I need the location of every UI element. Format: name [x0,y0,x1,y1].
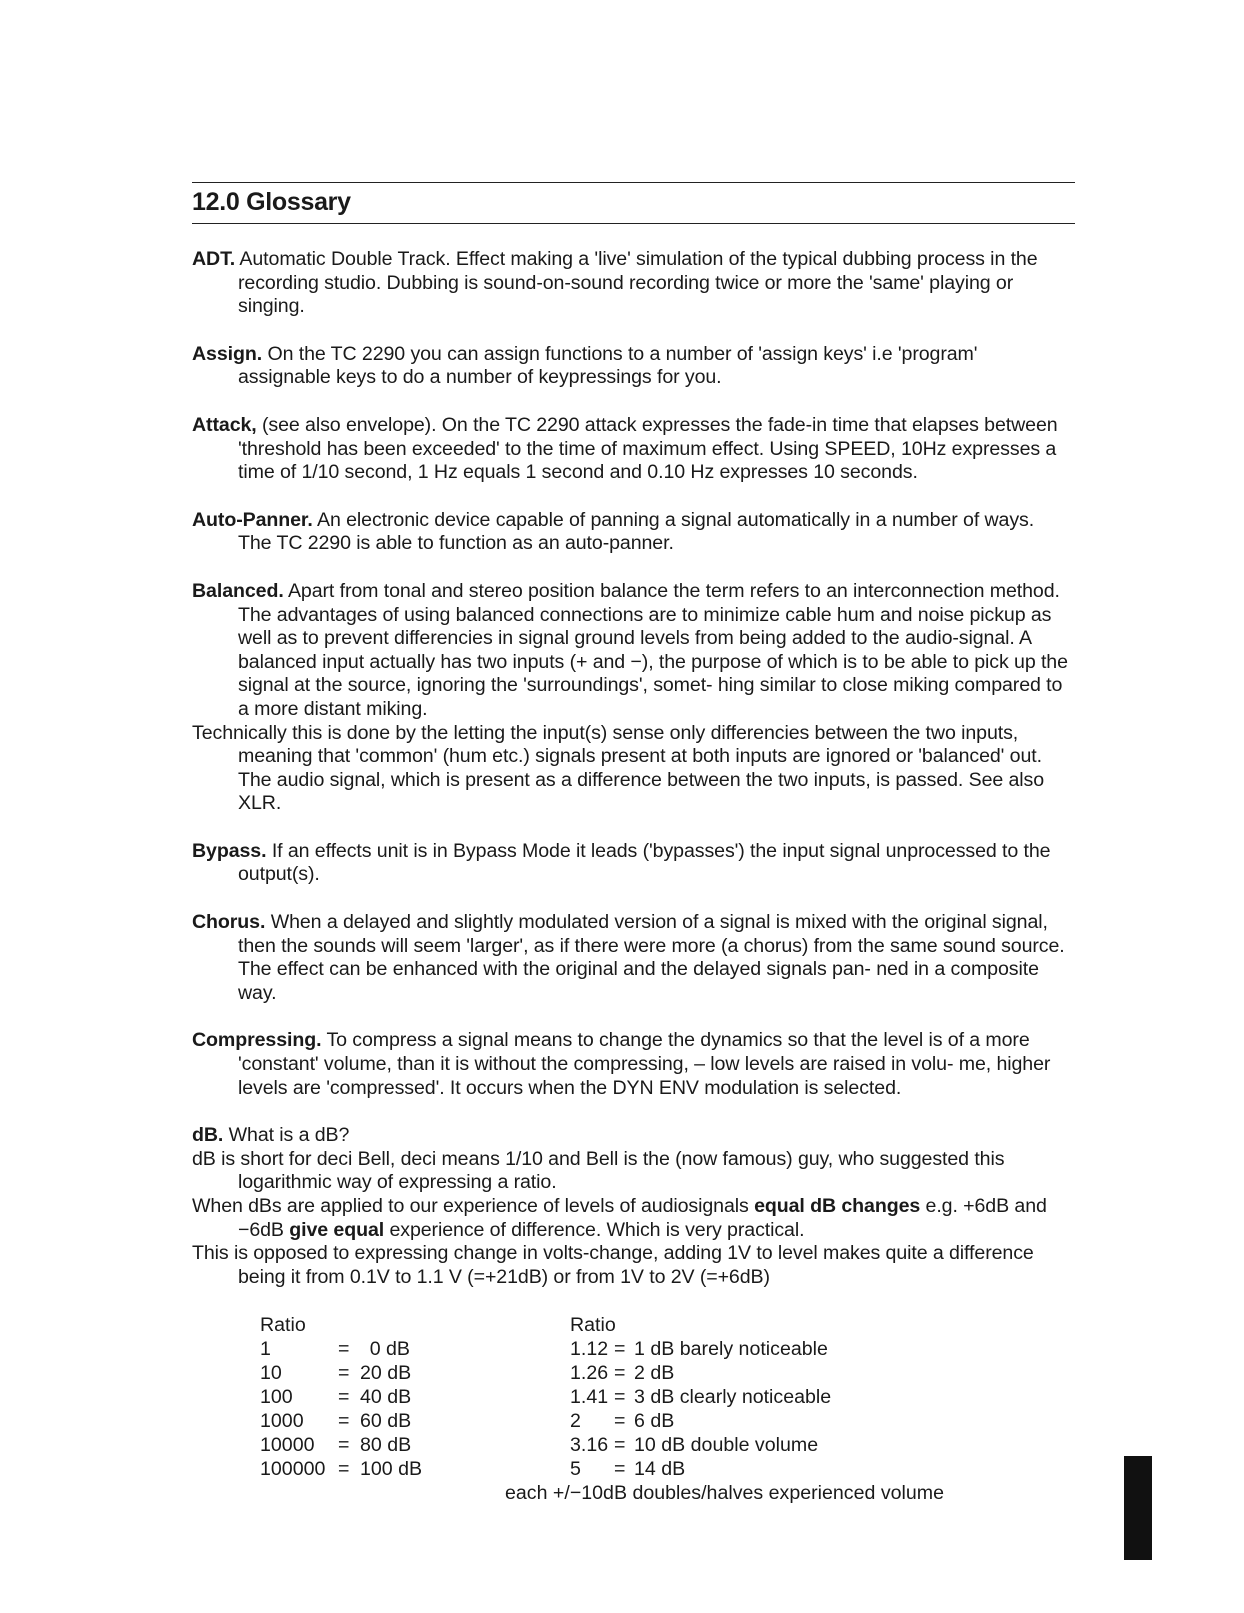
cell-ratio: 100 [260,1386,293,1409]
entry-term: Auto-Panner. [192,508,313,531]
glossary-list [192,248,1072,1513]
db-volts-comparison: This is opposed to expressing change in volts-change, adding 1V to level makes quite a difference being it from 0.1V to 1.1 V (=+21dB) or from 1V to 2V (=+6dB) [192,1242,1034,1288]
glossary-entry-balanced [192,580,1072,816]
entry-term: ADT. [192,248,236,270]
cell-eq: = [338,1338,350,1361]
glossary-entry-assign [192,343,1072,390]
volume-footnote: each +/−10dB doubles/halves experienced volume [505,1482,944,1505]
cell-value: 3 dB clearly noticeable [634,1386,832,1409]
cell-eq: = [338,1458,350,1481]
cell-db: 40 dB [360,1386,412,1409]
entry-term: Attack, [192,413,257,436]
db-emphasis: equal dB changes [754,1195,921,1217]
entry-definition: On the TC 2290 you can assign functions to a number of 'assign keys' i.e 'program' assignable keys to do a number of keypressings for you. [238,342,978,389]
table-row [570,1337,831,1361]
cell-ratio: 10000 [260,1434,315,1457]
entry-definition: If an effects unit is in Bypass Mode it leads ('bypasses') the input signal unprocessed to the output(s). [238,839,1051,886]
heading-rule-top [192,182,1075,183]
entry-term: dB. [192,1124,224,1147]
cell-eq: = [614,1410,626,1433]
heading-rule-bottom [192,223,1075,224]
cell-ratio: 1.26 [570,1362,609,1385]
table-row [260,1409,410,1433]
glossary-entry-chorus [192,911,1072,1005]
glossary-entry-auto-panner [192,509,1072,556]
cell-eq: = [614,1362,626,1385]
table-row [260,1361,410,1385]
cell-eq: = [338,1386,350,1409]
glossary-entry-bypass [192,840,1072,887]
entry-definition: To compress a signal means to change the dynamics so that the level is of a more 'constant' volume, than it is without the compressing, – low levels are raised in volu- me, higher levels are 'compressed'. It occurs when the DYN ENV modulation is selected. [238,1029,1051,1099]
cell-db: 100 dB [360,1458,423,1481]
entry-term: Compressing. [192,1029,322,1052]
table-row [260,1457,423,1481]
table-row [570,1433,831,1457]
entry-definition-continued: Technically this is done by the letting the input(s) sense only differencies between the two inputs, meaning that 'common' (hum etc.) signals present at both inputs are ignored or 'balanced' out. The audio signal, which is present as a difference between the two inputs, is passed. See also XLR. [192,721,1045,815]
db-text: experience of difference. Which is very practical. [389,1218,805,1241]
table-row [570,1409,831,1433]
entry-definition: When a delayed and slightly modulated version of a signal is mixed with the original signal, then the sounds will seem 'larger', as if there were more (a chorus) from the same sound source. The effect can be enhanced with the original and the delayed signals pan- ned in a composite way. [238,911,1065,1004]
db-text: e.g. +6dB and −6dB [238,1195,1047,1241]
entry-definition: Automatic Double Track. Effect making a 'live' simulation of the typical dubbing process in the recording studio. Dubbing is sound-on-sound recording twice or more the 'same' playing or singing. [238,248,1038,318]
cell-ratio: 3.16 [570,1434,609,1457]
db-emphasis: give equal [289,1218,385,1241]
cell-value: 14 dB [634,1458,686,1481]
ratio-table-left [260,1313,423,1481]
cell-value: 2 dB [634,1362,675,1385]
glossary-entry-compressing [192,1029,1072,1100]
table-header: Ratio [570,1314,616,1337]
cell-value: 10 dB double volume [634,1434,819,1457]
entry-term: Bypass. [192,839,267,862]
glossary-entry-adt [192,248,1072,319]
cell-ratio: 1000 [260,1410,304,1433]
cell-eq: = [614,1338,626,1361]
page-title: 12.0 Glossary [192,188,351,216]
cell-db: 0 dB [369,1338,410,1361]
table-row [260,1337,410,1361]
cell-db: 60 dB [360,1410,412,1433]
cell-ratio: 5 [570,1458,581,1481]
cell-ratio: 1 [260,1338,271,1361]
table-row [260,1385,410,1409]
cell-value: 1 dB barely noticeable [634,1338,828,1361]
cell-ratio: 1.12 [570,1338,609,1361]
cell-eq: = [338,1434,350,1457]
cell-eq: = [338,1410,350,1433]
glossary-entry-attack [192,414,1072,485]
entry-term: Assign. [192,342,263,365]
cell-ratio: 1.41 [570,1386,609,1409]
db-text: When dBs are applied to our experience of levels of audiosignals [192,1195,749,1217]
cell-value: 6 dB [634,1410,675,1433]
ratio-table-right [570,1313,831,1481]
table-row [570,1361,831,1385]
db-explanation: dB is short for deci Bell, deci means 1/10 and Bell is the (now famous) guy, who suggested this logarithmic way of expressing a ratio. [192,1147,1005,1194]
cell-eq: = [614,1434,626,1457]
thumb-index-marker [1124,1456,1152,1560]
cell-db: 80 dB [360,1434,412,1457]
db-equal-changes [192,1195,1072,1242]
cell-db: 20 dB [360,1362,412,1385]
glossary-entry-db [192,1124,1072,1289]
entry-definition: (see also envelope). On the TC 2290 attack expresses the fade-in time that elapses between 'threshold has been exceeded' to the time of maximum effect. Using SPEED, 10Hz expresses a time of 1/10 second, 1 Hz equals 1 second and 0.10 Hz expresses 10 seconds. [238,413,1058,484]
cell-ratio: 2 [570,1410,581,1433]
entry-definition: An electronic device capable of panning a signal automatically in a number of ways. The TC 2290 is able to function as an auto-panner. [238,508,1035,555]
cell-eq: = [614,1458,626,1481]
entry-term: Chorus. [192,911,266,934]
table-row [570,1457,831,1481]
cell-eq: = [614,1386,626,1409]
table-header: Ratio [260,1314,306,1337]
db-ratio-tables [192,1313,1072,1513]
table-row [570,1385,831,1409]
entry-definition: What is a dB? [228,1124,350,1147]
cell-ratio: 100000 [260,1458,326,1481]
entry-term: Balanced. [192,579,284,602]
cell-ratio: 10 [260,1362,282,1385]
cell-eq: = [338,1362,350,1385]
entry-definition: Apart from tonal and stereo position balance the term refers to an interconnection method. The advantages of using balanced connections are to minimize cable hum and noise pickup as well as to prevent differencies in signal ground levels from being added to the audio-signal. A balanced input actually has two inputs (+ and −), the purpose of which is to be able to pick up the signal at the source, ignoring the 'surroundings', somet- hing similar to close miking compared to a more distant miking. [238,579,1068,720]
table-row [260,1433,410,1457]
